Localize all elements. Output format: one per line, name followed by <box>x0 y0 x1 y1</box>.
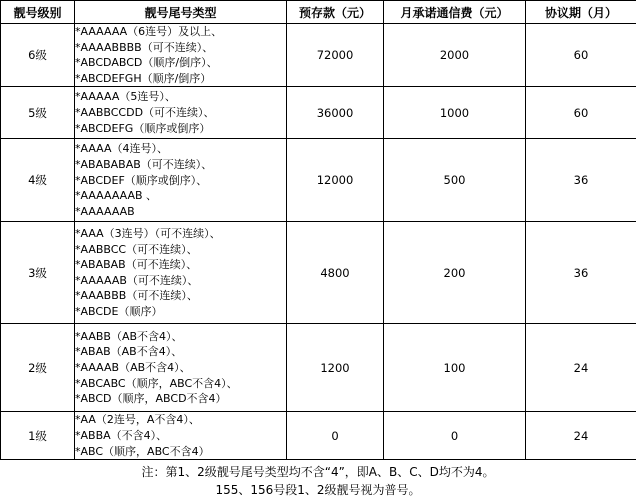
header-level: 靓号级别 <box>1 1 75 24</box>
type-line: *AABB（AB不含4）、 <box>75 329 183 343</box>
types-cell <box>75 87 287 139</box>
type-line: *AAABBB（可不连续）、 <box>75 289 198 303</box>
types-cell <box>75 324 287 412</box>
table-row <box>1 139 636 222</box>
header-term: 协议期（月） <box>526 1 636 24</box>
header-row <box>1 1 636 24</box>
type-line: *ABABABAB（可不连续）、 <box>75 157 213 171</box>
deposit-cell: 1200 <box>287 324 384 412</box>
table-row <box>1 412 636 460</box>
level-cell: 4级 <box>1 139 75 222</box>
deposit-cell: 0 <box>287 412 384 460</box>
monthly-fee-cell: 200 <box>384 222 526 324</box>
term-cell: 36 <box>526 139 636 222</box>
level-cell: 2级 <box>1 324 75 412</box>
type-line: *ABCDEF（顺序或倒序）、 <box>75 173 208 187</box>
header-monthly-fee: 月承诺通信费（元） <box>384 1 526 24</box>
type-line: *ABBA（不含4）、 <box>75 428 168 442</box>
type-line: *AA（2连号，A不含4）、 <box>75 413 200 427</box>
deposit-cell: 36000 <box>287 87 384 139</box>
type-line: *ABCDE（顺序） <box>75 305 163 319</box>
type-line: *ABCDEFG（顺序或倒序） <box>75 121 211 135</box>
type-line: *ABAB（AB不含4）、 <box>75 345 183 359</box>
deposit-cell: 12000 <box>287 139 384 222</box>
footnote-line: 注：第1、2级靓号尾号类型均不含“4”，即A、B、C、D均不为4。 <box>141 465 495 479</box>
type-line: *AAAABBBB（可不连续）、 <box>75 40 214 54</box>
level-cell: 1级 <box>1 412 75 460</box>
table-row <box>1 24 636 87</box>
types-cell <box>75 139 287 222</box>
type-line: *AAAAAB（可不连续）、 <box>75 273 199 287</box>
table-row <box>1 222 636 324</box>
type-line: *ABABAB（可不连续）、 <box>75 258 198 272</box>
monthly-fee-cell: 500 <box>384 139 526 222</box>
monthly-fee-cell: 1000 <box>384 87 526 139</box>
monthly-fee-cell: 2000 <box>384 24 526 87</box>
footnote-line: 155、156号段1、2级靓号视为普号。 <box>215 483 421 497</box>
table-row <box>1 324 636 412</box>
term-cell: 36 <box>526 222 636 324</box>
type-line: *ABCD（顺序，ABCD不含4） <box>75 392 227 406</box>
deposit-cell: 72000 <box>287 24 384 87</box>
type-line: *ABC（顺序，ABC不含4） <box>75 444 210 458</box>
type-line: *AAAAA（5连号）、 <box>75 90 176 104</box>
deposit-cell: 4800 <box>287 222 384 324</box>
type-line: *AAAAAAB <box>75 204 135 218</box>
types-cell <box>75 412 287 460</box>
type-line: *AABBCCDD（可不连续）、 <box>75 106 215 120</box>
type-line: *AABBCC（可不连续）、 <box>75 242 198 256</box>
type-line: *AAAAAAAB 、 <box>75 189 158 203</box>
monthly-fee-cell: 0 <box>384 412 526 460</box>
level-cell: 3级 <box>1 222 75 324</box>
type-line: *ABCDABCD（顺序/倒序）、 <box>75 56 218 70</box>
type-line: *AAAAAA（6连号）及以上、 <box>75 25 223 38</box>
type-line: *ABCDEFGH（顺序/倒序） <box>75 71 212 85</box>
level-cell: 5级 <box>1 87 75 139</box>
monthly-fee-cell: 100 <box>384 324 526 412</box>
type-line: *AAAA（4连号）、 <box>75 142 169 156</box>
type-line: *AAA（3连号）（可不连续）、 <box>75 227 221 241</box>
term-cell: 24 <box>526 324 636 412</box>
term-cell: 60 <box>526 87 636 139</box>
header-deposit: 预存款（元） <box>287 1 384 24</box>
types-cell <box>75 24 287 87</box>
header-types: 靓号尾号类型 <box>75 1 287 24</box>
table-row <box>1 87 636 139</box>
term-cell: 60 <box>526 24 636 87</box>
types-cell <box>75 222 287 324</box>
type-line: *AAAAB（AB不含4）、 <box>75 361 191 375</box>
term-cell: 24 <box>526 412 636 460</box>
type-line: *ABCABC（顺序，ABC不含4）、 <box>75 376 238 390</box>
level-cell: 6级 <box>1 24 75 87</box>
